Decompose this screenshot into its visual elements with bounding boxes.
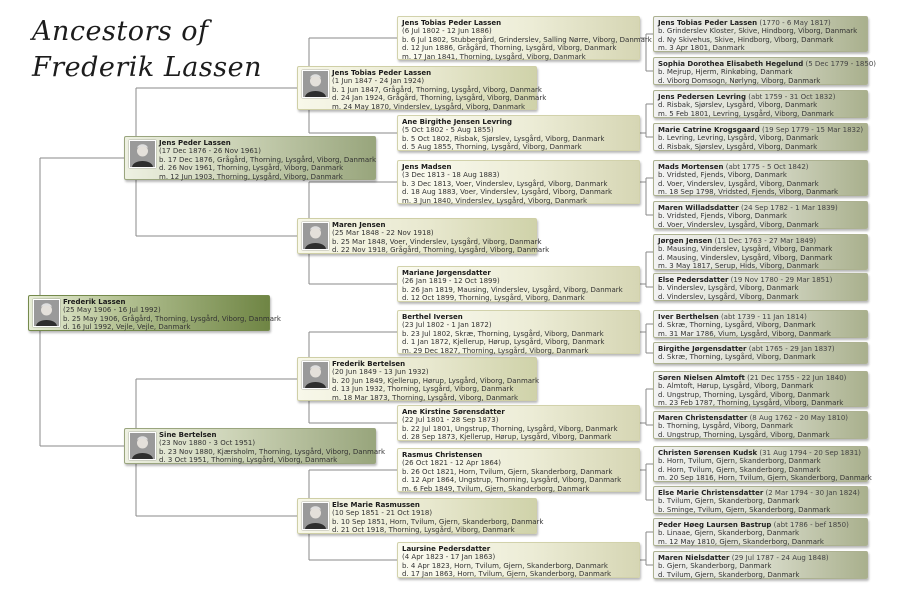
portrait-photo	[129, 432, 156, 460]
person-lifespan: (29 Jul 1787 - 24 Aug 1848)	[731, 554, 829, 562]
person-birth: b. 17 Dec 1876, Grågård, Thorning, Lysgård, Viborg, Danmark	[159, 155, 377, 164]
person-birth: b. 10 Sep 1851, Horn, Tvilum, Gjern, Skanderborg, Danmark	[332, 517, 544, 526]
person-paternal-grandfather[interactable]	[297, 66, 547, 111]
person-name: Jens Peder Lassen	[159, 139, 231, 147]
person-name: Jørgen Jensen	[658, 237, 713, 245]
person-name: Maren Nielsdatter	[658, 554, 730, 562]
person-death: d. Tvilum, Gjern, Skanderborg, Danmark	[658, 570, 800, 579]
person-lifespan: (19 Nov 1780 - 29 Mar 1851)	[730, 276, 833, 284]
person-gen4-fmmf[interactable]	[653, 234, 868, 270]
person-birth: b. 23 Nov 1880, Kjærsholm, Thorning, Lysgård, Viborg, Danmark	[159, 447, 386, 456]
person-lifespan: (1 Jun 1847 - 24 Jan 1924)	[332, 77, 425, 86]
person-lifespan: (abt 1739 - 11 Jan 1814)	[720, 313, 807, 321]
person-mother[interactable]	[124, 428, 386, 465]
person-gen3-fmm[interactable]	[397, 266, 640, 302]
person-lifespan: (24 Sep 1782 - 1 Mar 1839)	[741, 204, 838, 212]
portrait-photo	[302, 361, 329, 389]
person-birth: b. Levring, Levring, Lysgård, Viborg, Danmark	[658, 134, 819, 143]
person-name: Iver Berthelsen	[658, 313, 719, 321]
person-name: Laursine Pedersdatter	[402, 545, 491, 553]
person-name: Berthel Iversen	[402, 313, 463, 321]
person-death: d. Skræ, Thorning, Lysgård, Viborg, Danmark	[658, 321, 816, 330]
person-death: d. Ungstrup, Thorning, Lysgård, Viborg, Danmark	[658, 430, 830, 439]
person-gen4-mfmf[interactable]	[653, 371, 868, 407]
person-death: d. Risbak, Sjørslev, Lysgård, Viborg, Danmark	[658, 101, 818, 110]
person-death: d. 28 Sep 1873, Kjellerup, Hørup, Lysgård, Viborg, Danmark	[402, 433, 612, 442]
person-marriage: m. 3 Jun 1840, Vinderslev, Lysgård, Viborg, Danmark	[402, 196, 588, 205]
portrait-photo	[33, 299, 60, 327]
person-marriage: m. 3 May 1817, Serup, Hids, Viborg, Danmark	[658, 262, 819, 271]
person-marriage: m. 24 May 1870, Vinderslev, Lysgård, Viborg, Danmark	[332, 102, 526, 111]
person-name: Mads Mortensen	[658, 163, 724, 171]
person-birth: b. Thorning, Lysgård, Viborg, Danmark	[658, 422, 793, 431]
portrait-photo	[302, 70, 329, 98]
person-marriage: m. 18 Mar 1873, Thorning, Lysgård, Viborg, Danmark	[332, 393, 519, 402]
person-name: Frederik Bertelsen	[332, 360, 406, 368]
person-lifespan: (17 Dec 1876 - 26 Nov 1961)	[159, 147, 261, 156]
person-gen3-mmm[interactable]	[397, 542, 640, 578]
person-death: d. 18 Aug 1883, Voer, Vinderslev, Lysgård, Viborg, Danmark	[402, 188, 613, 197]
person-death: d. Skræ, Thorning, Lysgård, Viborg, Danmark	[658, 353, 816, 362]
person-lifespan: (11 Dec 1763 - 27 Mar 1849)	[714, 237, 817, 245]
person-lifespan: (8 Aug 1762 - 20 May 1810)	[749, 414, 849, 422]
person-name: Else Marie Christensdatter	[658, 489, 764, 497]
person-marriage: m. 31 Mar 1786, Vium, Lysgård, Viborg, Danmark	[658, 329, 831, 338]
person-lifespan: (19 Sep 1779 - 15 Mar 1832)	[761, 126, 864, 134]
person-death: d. 13 Jun 1932, Thorning, Lysgård, Viborg, Danmark	[332, 385, 514, 394]
person-name: Rasmus Christensen	[402, 451, 483, 459]
person-name: Søren Nielsen Almtoft	[658, 374, 745, 382]
person-name: Frederik Lassen	[63, 298, 126, 306]
person-birth: b. 1 Jun 1847, Grågård, Thorning, Lysgård, Viborg, Danmark	[332, 85, 542, 94]
person-gen3-fff[interactable]	[397, 16, 652, 61]
person-birth: b. 25 May 1906, Grågård, Thorning, Lysgård, Viborg, Danmark	[63, 314, 281, 323]
person-lifespan: (23 Jul 1802 - 1 Jan 1872)	[402, 321, 492, 330]
person-birth: b. 20 Jun 1849, Kjellerup, Hørup, Lysgård, Viborg, Danmark	[332, 376, 539, 385]
person-gen3-ffm[interactable]	[397, 115, 640, 151]
person-maternal-grandmother[interactable]	[297, 498, 544, 535]
person-gen4-mmfm[interactable]	[653, 486, 868, 514]
person-name: Ane Birgithe Jensen Levring	[402, 118, 512, 126]
person-name: Else Marie Rasmussen	[332, 501, 420, 509]
person-maternal-grandfather[interactable]	[297, 357, 537, 401]
person-lifespan: (31 Aug 1794 - 20 Sep 1831)	[759, 449, 862, 457]
person-lifespan: (10 Sep 1851 - 21 Oct 1918)	[332, 509, 433, 518]
person-name: Sophia Dorothea Elisabeth Hegelund	[658, 60, 804, 68]
person-gen4-ffmf[interactable]	[653, 90, 868, 118]
person-birth: b. Almtoft, Hørup, Lysgård, Viborg, Danmark	[658, 382, 814, 391]
person-lifespan: (2 Mar 1794 - 30 Jan 1824)	[765, 489, 860, 497]
person-marriage: m. 23 Feb 1787, Thorning, Lysgård, Viborg, Danmark	[658, 399, 844, 408]
person-father[interactable]	[124, 136, 376, 180]
person-lifespan: (22 Jul 1801 - 28 Sep 1873)	[402, 416, 499, 425]
person-marriage: m. 12 Jun 1903, Thorning, Lysgård, Viborg, Danmark	[159, 172, 343, 181]
person-birth: b. 26 Jan 1819, Mausing, Vinderslev, Lysgård, Viborg, Danmark	[402, 285, 623, 294]
person-lifespan: (abt 1786 - bef 1850)	[773, 521, 849, 529]
person-marriage: m. 17 Jan 1841, Thorning, Lysgård, Viborg, Danmark	[402, 52, 586, 61]
person-death: d. Ungstrup, Thorning, Lysgård, Viborg, Danmark	[658, 390, 830, 399]
person-marriage: m. 5 Feb 1801, Levring, Lysgård, Viborg, Danmark	[658, 109, 834, 118]
person-death: d. Horn, Tvilum, Gjern, Skanderborg, Danmark	[658, 465, 821, 474]
person-name: Ane Kirstine Sørensdatter	[402, 408, 505, 416]
person-birth: b. Vinderslev, Lysgård, Viborg, Danmark	[658, 284, 799, 293]
person-lifespan: (abt 1775 - 5 Oct 1842)	[725, 163, 809, 171]
person-death: d. Ny Skivehus, Skive, Hindborg, Viborg, Danmark	[658, 35, 834, 44]
title-line-1: Ancestors of	[32, 16, 209, 47]
portrait-photo	[302, 502, 329, 530]
person-name: Christen Sørensen Kudsk	[658, 449, 758, 457]
person-lifespan: (3 Dec 1813 - 18 Aug 1883)	[402, 171, 500, 180]
person-birth: b. Grinderslev Kloster, Skive, Hindborg, Viborg, Danmark	[658, 27, 858, 36]
person-name: Peder Høeg Laursen Bastrup	[658, 521, 772, 529]
person-name: Maren Christensdatter	[658, 414, 748, 422]
person-birth: b. 22 Jul 1801, Ungstrup, Thorning, Lysgård, Viborg, Danmark	[402, 424, 618, 433]
title-line-2: Frederik Lassen	[32, 52, 262, 83]
person-birth: b. Mausing, Vinderslev, Lysgård, Viborg, Danmark	[658, 245, 833, 254]
person-gen3-mfm[interactable]	[397, 405, 640, 441]
portrait-photo	[129, 140, 156, 168]
person-death: d. 12 Apr 1864, Ungstrup, Thorning, Lysgård, Viborg, Danmark	[402, 476, 622, 485]
person-death: d. 24 Jan 1924, Grågård, Thorning, Lysgård, Viborg, Danmark	[332, 94, 547, 103]
person-name: Jens Pedersen Levring	[658, 93, 746, 101]
person-death: d. 5 Aug 1855, Thorning, Lysgård, Viborg, Danmark	[402, 143, 582, 152]
person-lifespan: (25 Mar 1848 - 22 Nov 1918)	[332, 229, 434, 238]
person-lifespan: (25 May 1906 - 16 Jul 1992)	[63, 306, 161, 315]
person-gen4-ffff[interactable]	[653, 16, 868, 52]
person-gen4-fmfm[interactable]	[653, 201, 868, 229]
person-birth: b. 26 Oct 1821, Horn, Tvilum, Gjern, Skanderborg, Danmark	[402, 467, 613, 476]
person-root[interactable]	[28, 295, 281, 332]
person-marriage: m. 3 Apr 1801, Danmark	[658, 44, 745, 53]
person-death: d. 3 Oct 1951, Thorning, Lysgård, Viborg, Danmark	[159, 456, 338, 465]
person-death: d. 22 Nov 1918, Grågård, Thorning, Lysgård, Viborg, Danmark	[332, 246, 550, 255]
person-name: Sine Bertelsen	[159, 431, 217, 439]
person-death: d. 16 Jul 1992, Vejle, Vejle, Danmark	[63, 323, 191, 332]
person-death: d. Viborg Domsogn, Nørlyng, Viborg, Danmark	[658, 76, 821, 85]
person-death: d. 12 Jun 1886, Grågård, Thorning, Lysgård, Viborg, Danmark	[402, 44, 617, 53]
person-death: d. 17 Jan 1863, Horn, Tvilum, Gjern, Skanderborg, Danmark	[402, 570, 612, 579]
person-lifespan: (5 Oct 1802 - 5 Aug 1855)	[402, 126, 494, 135]
person-lifespan: (23 Nov 1880 - 3 Oct 1951)	[159, 439, 256, 448]
person-lifespan: (1770 - 6 May 1817)	[759, 19, 831, 27]
person-lifespan: (5 Dec 1779 - 1850)	[805, 60, 877, 68]
person-death: d. Mausing, Vinderslev, Lysgård, Viborg, Danmark	[658, 253, 833, 262]
person-birth: b. Vridsted, Fjends, Viborg, Danmark	[658, 171, 787, 180]
person-name: Jens Madsen	[402, 163, 452, 171]
person-marriage: m. 20 Sep 1816, Horn, Tvilum, Gjern, Skanderborg, Danmark	[658, 474, 872, 483]
person-name: Maren Jensen	[332, 221, 386, 229]
person-birth: b. Tvilum, Gjern, Skanderborg, Danmark	[658, 497, 800, 506]
person-gen3-mff[interactable]	[397, 310, 640, 354]
person-marriage: m. 18 Sep 1798, Vridsted, Fjends, Viborg, Danmark	[658, 188, 839, 197]
person-lifespan: (abt 1765 - 29 Jan 1837)	[748, 345, 835, 353]
person-lifespan: (6 Jul 1802 - 12 Jun 1886)	[402, 27, 492, 36]
person-gen4-mfmm[interactable]	[653, 411, 868, 439]
person-birth: b. Vridsted, Fjends, Viborg, Danmark	[658, 212, 787, 221]
person-name: Jens Tobias Peder Lassen	[332, 69, 432, 77]
person-gen3-mmf[interactable]	[397, 448, 640, 492]
person-birth: b. 25 Mar 1848, Voer, Vinderslev, Lysgård, Viborg, Danmark	[332, 237, 542, 246]
person-name: Jens Tobias Peder Lassen	[402, 19, 502, 27]
person-name: Else Pedersdatter	[658, 276, 729, 284]
person-birth: b. Linaae, Gjern, Skanderborg, Danmark	[658, 529, 800, 538]
person-gen4-fmmm[interactable]	[653, 273, 868, 301]
person-death: d. Voer, Vinderslev, Lysgård, Viborg, Danmark	[658, 179, 819, 188]
person-lifespan: (20 Jun 1849 - 13 Jun 1932)	[332, 368, 429, 377]
person-marriage: m. 12 May 1810, Gjern, Skanderborg, Danmark	[658, 537, 824, 546]
person-death: d. Voer, Vinderslev, Lysgård, Viborg, Danmark	[658, 220, 819, 229]
portrait-photo	[302, 222, 329, 250]
person-gen4-mffm[interactable]	[653, 342, 868, 364]
person-name: Marie Catrine Krogsgaard	[658, 126, 760, 134]
person-paternal-grandmother[interactable]	[297, 218, 550, 255]
person-lifespan: (abt 1759 - 31 Oct 1832)	[748, 93, 836, 101]
person-lifespan: (26 Jan 1819 - 12 Oct 1899)	[402, 277, 500, 286]
person-lifespan: (26 Oct 1821 - 12 Apr 1864)	[402, 459, 501, 468]
person-marriage: m. 6 Feb 1849, Tvilum, Gjern, Skanderborg, Danmark	[402, 484, 590, 493]
person-gen4-fmff[interactable]	[653, 160, 868, 196]
person-gen4-fffm[interactable]	[653, 57, 877, 85]
person-birth: b. 4 Apr 1823, Horn, Tvilum, Gjern, Skanderborg, Danmark	[402, 561, 608, 570]
person-lifespan: (21 Dec 1755 - 22 Jun 1840)	[747, 374, 847, 382]
person-birth: b. 6 Jul 1802, Stubbergård, Grinderslev, Salling Nørre, Viborg, Danmark	[402, 35, 652, 44]
person-birth: b. Gjern, Skanderborg, Danmark	[658, 562, 772, 571]
person-birth: b. 23 Jul 1802, Skræ, Thorning, Lysgård, Viborg, Danmark	[402, 329, 604, 338]
person-gen4-mfff[interactable]	[653, 310, 868, 338]
person-birth-2: b. Sminge, Tvilum, Gjern, Skanderborg, Danmark	[658, 505, 831, 514]
person-marriage: m. 29 Dec 1827, Thorning, Lysgård, Viborg, Danmark	[402, 346, 589, 355]
person-gen4-ffmm[interactable]	[653, 123, 868, 151]
person-gen4-mmff[interactable]	[653, 446, 872, 483]
person-lifespan: (4 Apr 1823 - 17 Jan 1863)	[402, 553, 496, 562]
person-death: d. 12 Oct 1899, Thorning, Lysgård, Viborg, Danmark	[402, 294, 585, 303]
person-name: Jens Tobias Peder Lassen	[658, 19, 758, 27]
person-gen3-fmf[interactable]	[397, 160, 640, 204]
person-birth: b. 3 Dec 1813, Voer, Vinderslev, Lysgård, Viborg, Danmark	[402, 179, 608, 188]
person-name: Mariane Jørgensdatter	[402, 269, 491, 277]
person-death: d. 1 Jan 1872, Kjellerup, Hørup, Lysgård, Viborg, Danmark	[402, 338, 605, 347]
person-birth: b. Mejrup, Hjerm, Rinkøbing, Danmark	[658, 68, 793, 77]
person-birth: b. 5 Oct 1802, Risbak, Sjørslev, Lysgård, Viborg, Danmark	[402, 134, 605, 143]
person-name: Birgithe Jørgensdatter	[658, 345, 747, 353]
person-death: d. 21 Oct 1918, Thorning, Lysgård, Viborg, Danmark	[332, 526, 515, 535]
person-name: Maren Willadsdatter	[658, 204, 739, 212]
person-gen4-mmmf[interactable]	[653, 518, 868, 546]
person-death: d. Vinderslev, Lysgård, Viborg, Danmark	[658, 292, 799, 301]
person-birth: b. Horn, Tvilum, Gjern, Skanderborg, Danmark	[658, 457, 821, 466]
person-death: d. 26 Nov 1961, Thorning, Lysgård, Viborg, Danmark	[159, 164, 344, 173]
person-gen4-mmmm[interactable]	[653, 551, 868, 579]
person-death: d. Risbak, Sjørslev, Lysgård, Viborg, Danmark	[658, 142, 818, 151]
